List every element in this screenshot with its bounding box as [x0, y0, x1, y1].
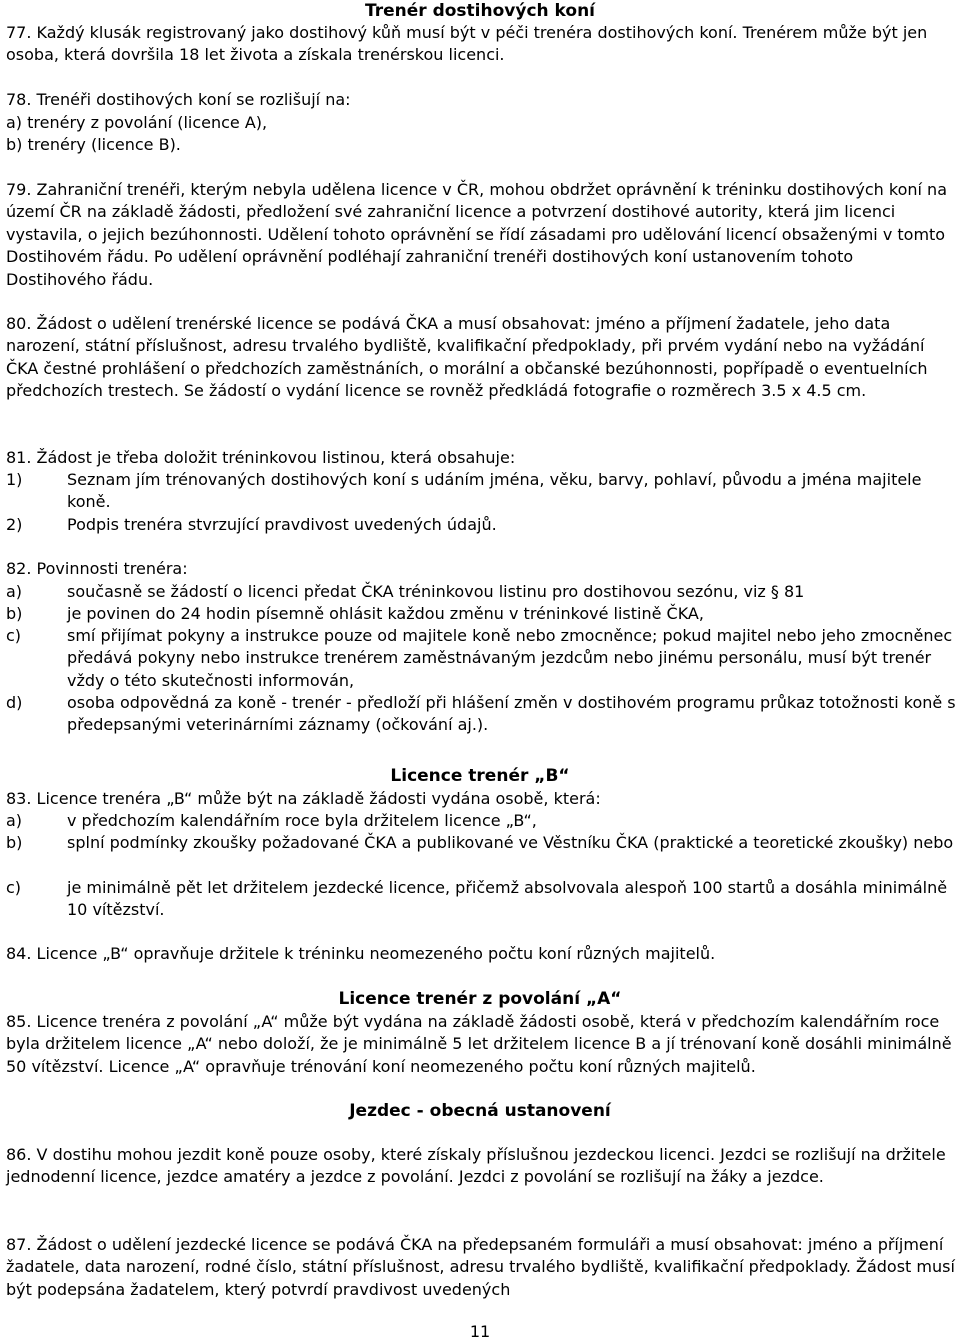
- list-item-text: Podpis trenéra stvrzující pravdivost uvedených údajů.: [67, 515, 497, 534]
- paragraph-87: 87. Žádost o udělení jezdecké licence se podává ČKA na předepsaném formuláři a musí obsahovat: jméno a příjmení žadatele, data narození, rodné číslo, státní příslušnost, adresu trvalého bydliště, kvalifikační předpoklady. Žádost musí být podepsána žadatelem, který potvrdí pravdivost uvedených: [6, 1235, 955, 1299]
- list-item-label: a): [6, 811, 23, 830]
- paragraph-82-intro: 82. Povinnosti trenéra:: [6, 559, 188, 578]
- paragraph-83-intro: 83. Licence trenéra „B“ může být na základě žádosti vydána osobě, která:: [6, 789, 601, 808]
- list-item: [6, 514, 956, 536]
- list-item: [6, 469, 956, 514]
- heading-licence-a: Licence trenér z povolání „A“: [338, 989, 622, 1009]
- list-item-label: b): [6, 833, 23, 852]
- page-number: 11: [469, 1322, 491, 1341]
- paragraph-85: 85. Licence trenéra z povolání „A“ může být vydána na základě žádosti osobě, která v předchozím kalendářním roce byla držitelem licence „A“ nebo doloží, že je minimálně 5 let držitelem licence B a jí trénovaní koně dosáhli minimálně 50 vítězství. Licence „A“ opravňuje trénování koní neomezeného počtu koní různých majitelů.: [6, 1012, 952, 1076]
- list-item: [6, 832, 956, 854]
- list-item-label: c): [6, 626, 22, 645]
- list-item-text: osoba odpovědná za koně - trenér - předloží při hlášení změn v dostihovém programu průkaz totožnosti koně s předepsanými veterinárními záznamy (očkování aj.).: [67, 693, 956, 735]
- list-item-text: je minimálně pět let držitelem jezdecké licence, přičemž absolvovala alespoň 100 startů a dosáhla minimálně 10 vítězství.: [67, 878, 948, 920]
- list-item-label: d): [6, 693, 23, 712]
- paragraph-80: 80. Žádost o udělení trenérské licence se podává ČKA a musí obsahovat: jméno a příjmení žadatele, jeho data narození, státní příslušnost, adresu trvalého bydliště, kvalifikační předpoklady, při prvém vydání nebo na vyžádání ČKA čestné prohlášení o předchozích zaměstnáních, o morální a občanské bezúhonnosti, popřípadě o eventuelních předchozích trestech. Se žádostí o vydání licence se rovněž předkládá fotografie o rozměrech 3.5 x 4.5 cm.: [6, 314, 928, 401]
- list-item-text: smí přijímat pokyny a instrukce pouze od majitele koně nebo zmocněnce; pokud majitel nebo jeho zmocněnec předává pokyny nebo instrukce trenérem zaměstnávaným jezdcům nebo jinému personálu, musí být trenér vždy o této skutečnosti informován,: [67, 626, 953, 690]
- paragraph-86: 86. V dostihu mohou jezdit koně pouze osoby, které získaly příslušnou jezdeckou licenci. Jezdci se rozlišují na držitele jednodenní licence, jezdce amatéry a jezdce z povolání. Jezdci z povolání se rozlišují na žáky a jezdce.: [6, 1145, 946, 1187]
- list-item: [6, 810, 956, 832]
- list-item: [6, 581, 956, 603]
- list-item: [6, 625, 956, 692]
- list-item: [6, 692, 956, 737]
- list-item-label: 1): [6, 470, 23, 489]
- list-item-text: splní podmínky zkoušky požadované ČKA a publikované ve Věstníku ČKA (praktické a teoretické zkoušky) nebo: [67, 833, 954, 852]
- list-item-text: Seznam jím trénovaných dostihových koní s udáním jména, věku, barvy, pohlaví, původu a jména majitele koně.: [67, 470, 922, 512]
- heading-trener: Trenér dostihových koní: [365, 1, 595, 21]
- paragraph-79: 79. Zahraniční trenéři, kterým nebyla udělena licence v ČR, mohou obdržet oprávnění k tréninku dostihových koní na území ČR na základě žádosti, předložení své zahraniční licence a potvrzení dostihové autority, která jim licenci vystavila, o jejich bezúhonnosti. Udělení tohoto oprávnění se řídí zásadami pro udělování licencí obsaženými v tomto Dostihovém řádu. Po udělení oprávnění podléhají zahraniční trenéři dostihových koní ustanovením tohoto Dostihového řádu.: [6, 180, 947, 289]
- list-item-text: je povinen do 24 hodin písemně ohlásit každou změnu v tréninkové listině ČKA,: [67, 604, 704, 623]
- list-item-label: a): [6, 582, 23, 601]
- heading-jezdec: Jezdec - obecná ustanovení: [349, 1101, 611, 1121]
- list-item-label: b): [6, 604, 23, 623]
- list-item: [6, 603, 956, 625]
- paragraph-81-intro: 81. Žádost je třeba doložit tréninkovou listinou, která obsahuje:: [6, 448, 516, 467]
- list-item: [6, 877, 956, 922]
- list-item-label: c): [6, 878, 22, 897]
- paragraph-77: 77. Každý klusák registrovaný jako dostihový kůň musí být v péči trenéra dostihových koní. Trenérem může být jen osoba, která dovršila 18 let života a získala trenérskou licenci.: [6, 23, 928, 65]
- paragraph-84: 84. Licence „B“ opravňuje držitele k tréninku neomezeného počtu koní různých majitelů.: [6, 944, 716, 963]
- paragraph-78-b: b) trenéry (licence B).: [6, 135, 181, 154]
- paragraph-78-intro: 78. Trenéři dostihových koní se rozlišují na:: [6, 90, 351, 109]
- list-item-text: v předchozím kalendářním roce byla držitelem licence „B“,: [67, 811, 537, 830]
- paragraph-78-a: a) trenéry z povolání (licence A),: [6, 113, 268, 132]
- heading-licence-b: Licence trenér „B“: [390, 766, 570, 786]
- list-item-text: současně se žádostí o licenci předat ČKA tréninkovou listinu pro dostihovou sezónu, viz § 81: [67, 582, 805, 601]
- list-item-label: 2): [6, 515, 23, 534]
